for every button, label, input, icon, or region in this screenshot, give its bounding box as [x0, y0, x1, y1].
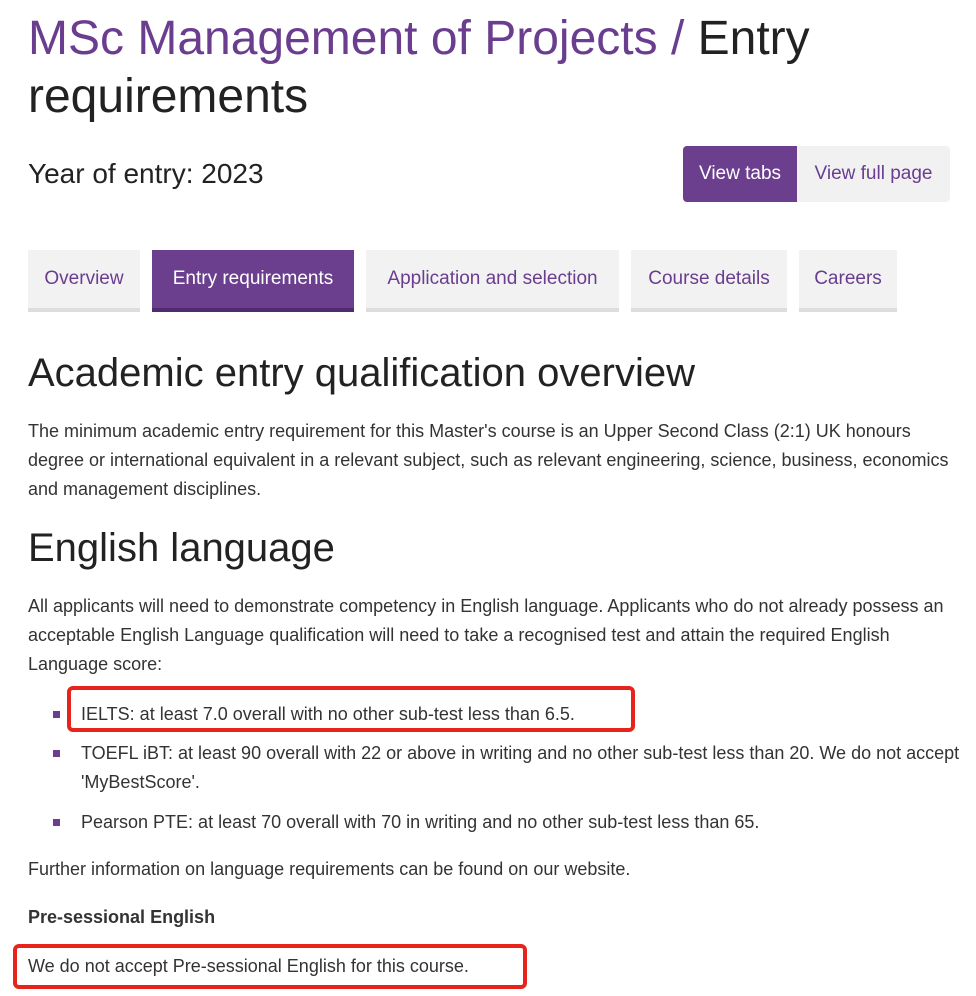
- section-title: Entry requirements: [28, 12, 810, 123]
- pte-requirement: Pearson PTE: at least 70 overall with 70 in writing and no other sub-test less than 65.: [81, 812, 760, 832]
- tab-course-details[interactable]: Course details: [631, 250, 787, 312]
- english-intro: All applicants will need to demonstrate competency in English language. Applicants who do not already possess an acceptable English Language qualification will need to take a recognised test and attain the required English Language score:: [28, 596, 944, 674]
- english-heading: English language: [28, 526, 335, 570]
- title-separator: /: [657, 12, 698, 65]
- presessional-body: We do not accept Pre-sessional English for this course.: [28, 956, 469, 976]
- bullet-square-icon: [53, 750, 60, 757]
- view-full-page-button[interactable]: View full page: [797, 146, 950, 202]
- view-toggle: [683, 146, 950, 202]
- bullet-square-icon: [53, 819, 60, 826]
- academic-heading: Academic entry qualification overview: [28, 351, 695, 395]
- toefl-requirement: TOEFL iBT: at least 90 overall with 22 or above in writing and no other sub-test less than 20. We do not accept 'MyBestScore'.: [81, 743, 960, 792]
- view-tabs-button[interactable]: View tabs: [683, 146, 797, 202]
- tab-overview[interactable]: Overview: [28, 250, 140, 312]
- further-info: Further information on language requirements can be found on our website.: [28, 859, 631, 879]
- tab-entry-requirements[interactable]: Entry requirements: [152, 250, 354, 312]
- course-title-link[interactable]: MSc Management of Projects: [28, 12, 658, 65]
- year-of-entry: Year of entry: 2023: [28, 158, 264, 189]
- bullet-square-icon: [53, 711, 60, 718]
- tab-careers[interactable]: Careers: [799, 250, 897, 312]
- page-title: [28, 10, 958, 126]
- ielts-requirement: IELTS: at least 7.0 overall with no other sub-test less than 6.5.: [81, 704, 575, 724]
- presessional-heading: Pre-sessional English: [28, 907, 216, 927]
- academic-body: The minimum academic entry requirement for this Master's course is an Upper Second Class (2:1) UK honours degree or international equivalent in a relevant subject, such as relevant engineering, science, business, economics and management disciplines.: [28, 421, 949, 499]
- tab-application-and-selection[interactable]: Application and selection: [366, 250, 619, 312]
